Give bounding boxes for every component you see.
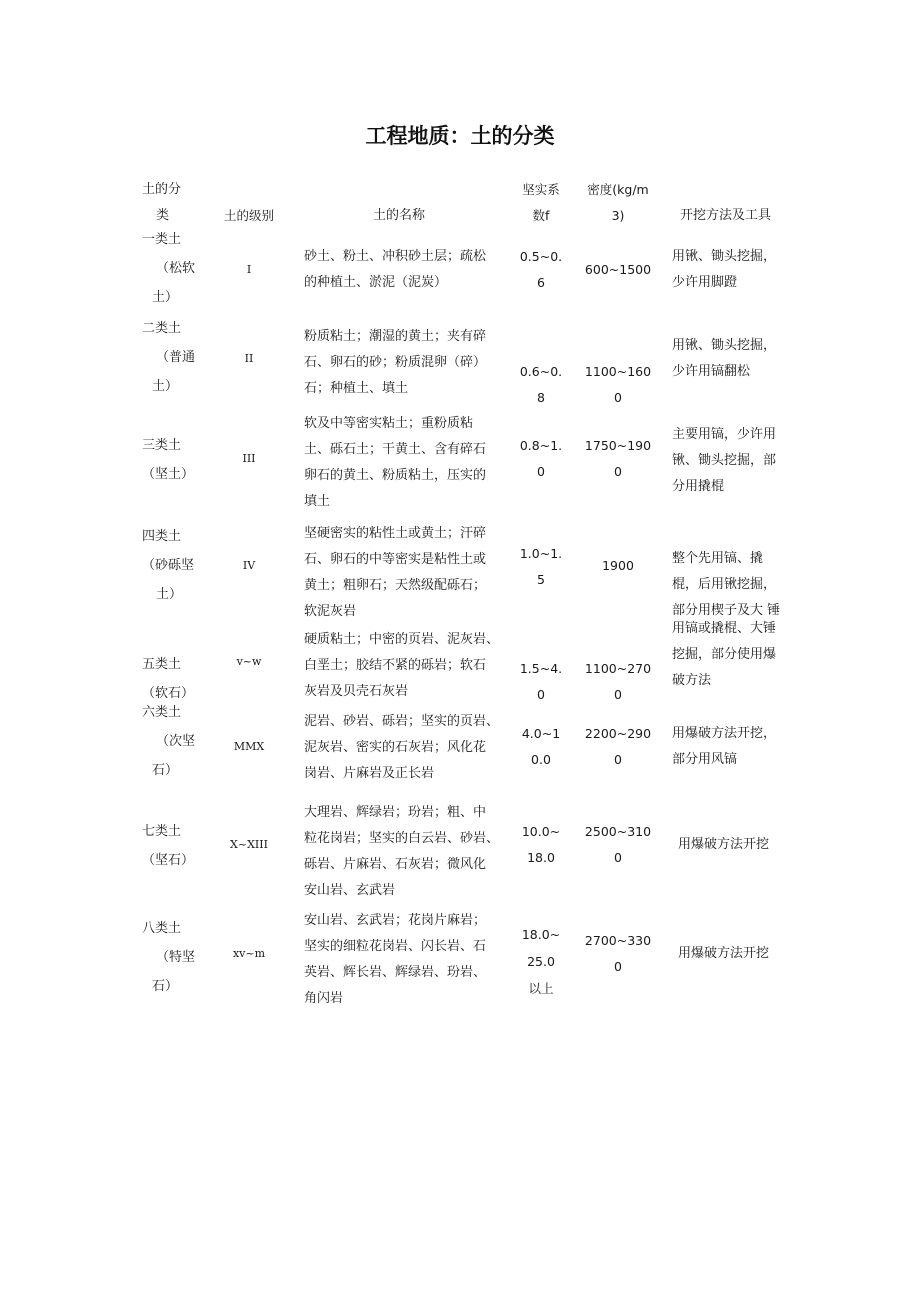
row-3-category <box>142 431 202 489</box>
row-2-category-line1: 二类土 <box>142 321 182 336</box>
header-density <box>582 177 654 229</box>
row-4-method: 整个先用镐、撬 棍，后用锹挖掘， 部分用楔子及大 锤 <box>672 551 781 618</box>
row-8-name: 安山岩、玄武岩；花岗片麻岩； 坚实的细粒花岗岩、闪长岩、石 英岩、辉长岩、辉绿岩、玢岩、 角闪岩 <box>304 913 487 1006</box>
row-1-method: 用锹、锄头挖掘， 少许用脚蹬 <box>672 249 777 290</box>
row-7-method: 用爆破方法开挖 <box>678 837 770 852</box>
header-category-line1: 土的分 <box>142 182 182 197</box>
row-6-category-line2: （次坚 <box>156 734 196 749</box>
row-3-grade: III <box>242 452 256 465</box>
row-6-category-line1: 六类土 <box>142 705 182 720</box>
row-4-category <box>142 522 202 609</box>
row-2-coefficient: 0.6~0. 8 <box>519 364 563 405</box>
header-category-line2: 类 <box>156 208 170 223</box>
row-7-grade: X~XIII <box>230 838 268 851</box>
row-7-density: 2500~310 0 <box>584 824 652 865</box>
row-4-coefficient: 1.0~1. 5 <box>519 546 563 587</box>
row-6-density: 2200~290 0 <box>584 726 652 767</box>
row-6-category <box>142 698 202 785</box>
row-8-category <box>142 914 202 1001</box>
header-category <box>142 177 202 229</box>
row-1-density: 600~1500 <box>584 262 652 277</box>
header-density-line1: 密度(kg/m <box>587 182 649 197</box>
row-4-name: 坚硬密实的粘性土或黄土；汗碎 石、卵石的中等密实是粘性土或 黄土；粗卵石；天然级配砾石； 软泥灰岩 <box>304 526 487 619</box>
row-4-category-line2: （砂砾坚 <box>142 558 195 573</box>
row-1-category-line1: 一类土 <box>142 232 182 247</box>
row-4-density: 1900 <box>602 558 634 573</box>
row-4-category-line1: 四类土 <box>142 529 182 544</box>
row-6-method: 用爆破方法开挖， 部分用风镐 <box>672 726 777 767</box>
row-1-category-line2: （松软 <box>156 261 196 276</box>
row-4-category-line3: 土） <box>156 587 183 602</box>
row-5-grade: v~w <box>236 655 262 668</box>
row-8-category-line3: 石） <box>152 979 179 994</box>
row-1-coefficient: 0.5~0. 6 <box>519 249 563 290</box>
header-name: 土的名称 <box>372 208 425 223</box>
row-6-category-line3: 石） <box>152 763 179 778</box>
row-2-name: 粉质粘土；潮湿的黄土；夹有碎 石、卵石的砂；粉质混卵（碎） 石；种植土、填土 <box>304 329 487 396</box>
row-3-category-line2: （坚土） <box>142 467 195 482</box>
row-8-grade: xv~m <box>232 947 266 960</box>
row-7-category-line2: （坚石） <box>142 853 195 868</box>
row-3-category-line1: 三类土 <box>142 438 182 453</box>
row-6-grade: MMX <box>233 740 265 753</box>
row-6-coefficient: 4.0~1 0.0 <box>521 726 561 767</box>
row-2-category-line2: （普通 <box>156 350 196 365</box>
header-method: 开挖方法及工具 <box>680 208 772 223</box>
header-coefficient <box>510 177 572 229</box>
row-1-category <box>142 225 202 312</box>
row-5-coefficient: 1.5~4. 0 <box>519 661 563 702</box>
row-7-category-line1: 七类土 <box>142 824 182 839</box>
row-2-grade: II <box>244 352 254 365</box>
row-5-name: 硬质粘土；中密的页岩、泥灰岩、 白垩土；胶结不紧的砾岩；软石 灰岩及贝壳石灰岩 <box>304 632 500 699</box>
row-5-category-line1: 五类土 <box>142 657 182 672</box>
row-5-density: 1100~270 0 <box>584 661 652 702</box>
row-3-name: 软及中等密实粘土；重粉质粘 土、砾石土；干黄土、含有碎石 卵石的黄土、粉质粘土，压实的 填土 <box>304 416 487 509</box>
row-7-name: 大理岩、辉绿岩；玢岩；粗、中 粒花岗岩；坚实的白云岩、砂岩、 砾岩、片麻岩、石灰岩；微风化 安山岩、玄武岩 <box>304 805 500 898</box>
row-3-method: 主要用镐，少许用 锹、锄头挖掘，部 分用撬棍 <box>672 427 777 494</box>
row-5-category-line2: （软石） <box>142 686 195 701</box>
row-2-method: 用锹、锄头挖掘， 少许用镐翻松 <box>672 338 777 379</box>
row-1-category-line3: 土） <box>152 290 179 305</box>
row-2-density: 1100~160 0 <box>584 364 652 405</box>
row-1-name: 砂土、粉土、冲积砂土层；疏松 的种植土、淤泥（泥炭） <box>304 249 487 290</box>
row-7-category <box>142 817 202 875</box>
row-4-grade: IV <box>242 559 256 572</box>
row-6-name: 泥岩、砂岩、砾岩；坚实的页岩、 泥灰岩、密实的石灰岩；风化花 岗岩、片麻岩及正长岩 <box>304 714 500 781</box>
row-8-category-line1: 八类土 <box>142 921 182 936</box>
row-8-method: 用爆破方法开挖 <box>678 946 770 961</box>
row-8-category-line2: （特坚 <box>156 950 196 965</box>
row-3-coefficient: 0.8~1. 0 <box>519 438 563 479</box>
row-8-density: 2700~330 0 <box>584 933 652 974</box>
row-2-category <box>142 314 202 401</box>
row-2-category-line3: 土） <box>152 379 179 394</box>
header-density-line2: 3) <box>611 208 625 223</box>
row-7-coefficient: 10.0~ 18.0 <box>521 824 561 865</box>
header-grade: 土的级别 <box>223 208 274 223</box>
row-5-method: 用镐或撬棍、大锤 挖掘，部分使用爆 破方法 <box>672 621 777 688</box>
row-1-grade: I <box>246 263 252 276</box>
header-coefficient-line1: 坚实系 <box>522 182 560 197</box>
page-title: 工程地质：土的分类 <box>365 124 555 148</box>
header-coefficient-line2: 数f <box>532 208 550 223</box>
row-3-density: 1750~190 0 <box>584 438 652 479</box>
row-8-coefficient: 18.0~ 25.0 以上 <box>521 927 561 996</box>
